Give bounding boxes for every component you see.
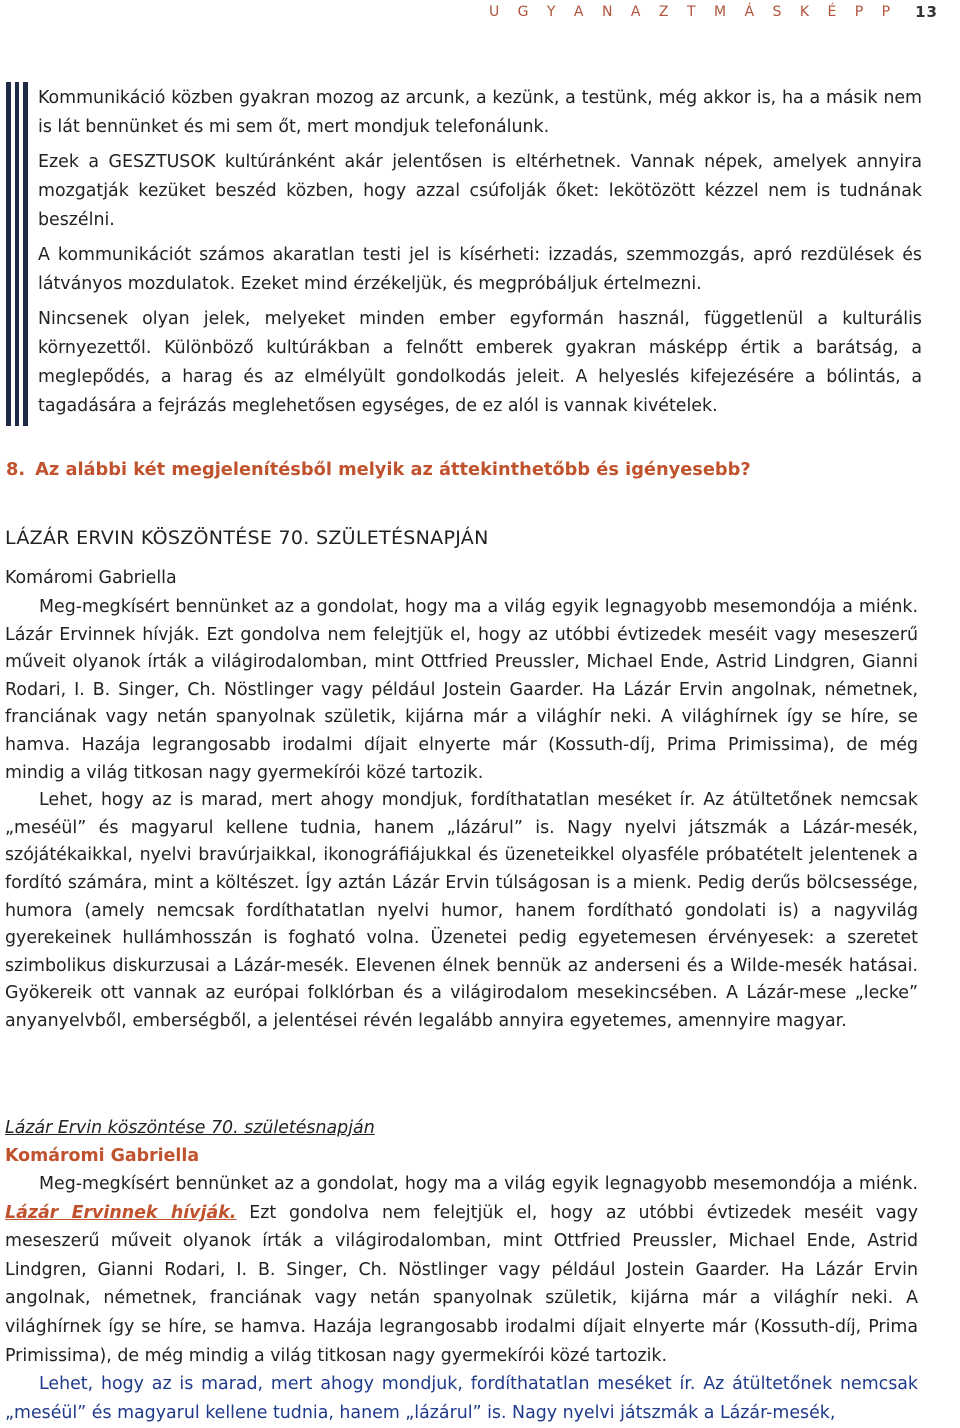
running-header [489, 0, 938, 24]
formatted-version [5, 1114, 918, 1427]
formatted-author: Komáromi Gabriella [5, 1146, 200, 1166]
question-text: Az alábbi két megjelenítésből melyik az áttekinthetőbb és igényesebb? [35, 459, 751, 480]
header-title: U G Y A N A Z T M Á S K É P P [488, 4, 898, 20]
plain-title: LÁZÁR ERVIN KÖSZÖNTÉSE 70. SZÜLETÉSNAPJÁN [5, 527, 489, 549]
plain-author: Komáromi Gabriella [5, 568, 177, 588]
highlighted-name: Lázár Ervinnek hívják. [5, 1202, 237, 1223]
side-bar [6, 82, 11, 426]
formatted-text: Ezt gondolva nem felejtjük el, hogy az utóbbi évtizedek meséit vagy meseszerű műveit olyanok írták a világirodalomban, mint Ottfried Preussler, Michael Ende, Astrid Lindgren, Gianni Rodari, I. B. Singer, Ch. Nöstlinger vagy például Jostein Gaarder. Ha Lázár Ervin angolnak, németnek, franciának vagy netán spanyolnak születik, kijárna már a világhír neki. A világhírnek így se híre, se hamva. Hazája legrangosabb irodalmi díjait elnyerte már (Kossuth-díj, Prima Primissima), de még mindig a világ titkosan nagy gyermekírói közé tartozik. [5, 1202, 919, 1366]
formatted-title: Lázár Ervin köszöntése 70. születésnapján [5, 1118, 375, 1138]
formatted-paragraph-blue: Lehet, hogy az is marad, mert ahogy mondjuk, fordíthatatlan meséket ír. Az átültetőnek nemcsak „meséül” és magyarul kellene tudnia, hanem „lázárul” is. Nagy nyelvi játszmák a Lázár-mesék, [5, 1374, 918, 1423]
plain-version [5, 524, 918, 1036]
plain-paragraph: Meg-megkísért bennünket az a gondolat, hogy ma a világ egyik legnagyobb mesemondója a miénk. Lázár Ervinnek hívják. Ezt gondolva nem felejtjük el, hogy az utóbbi évtizedek meséit vagy meseszerű műveit olyanok írták a világirodalomban, mint Ottfried Preussler, Michael Ende, Astrid Lindgren, Gianni Rodari, I. B. Singer, Ch. Nöstlinger vagy például Jostein Gaarder. Ha Lázár Ervin angolnak, németnek, franciának vagy netán spanyolnak születik, kijárna már a világhír neki. A világhírnek így se híre, se hamva. Hazája legrangosabb irodalmi díjait elnyerte már (Kossuth-díj, Prima Primissima), de még mindig a világ titkosan nagy gyermekírói közé tartozik. [5, 597, 918, 783]
question-number: 8. [6, 459, 26, 480]
side-bar [15, 82, 19, 426]
question-heading [6, 456, 936, 484]
boxed-section [38, 84, 922, 427]
boxed-paragraph: Kommunikáció közben gyakran mozog az arcunk, a kezünk, a testünk, még akkor is, ha a másik nem is lát bennünket és mi sem őt, mert mondjuk telefonálunk. [38, 88, 922, 137]
side-bar [23, 82, 28, 426]
formatted-paragraph [5, 1170, 918, 1370]
page-number: 13 [915, 3, 938, 21]
plain-paragraph: Lehet, hogy az is marad, mert ahogy mondjuk, fordíthatatlan meséket ír. Az átültetőnek nemcsak „meséül” és magyarul kellene tudnia, hanem „lázárul” is. Nagy nyelvi játszmák a Lázár-mesék, szójátékaikkal, nyelvi bravúrjaikkal, ikonográfiájukkal és üzeneteikkel olyasféle próbatételt jelentenek a fordító számára, mint a költészet. Így aztán Lázár Ervin túlságosan is a mienk. Pedig derűs bölcsessége, humora (amely nemcsak fordíthatatlan nyelvi humor, hanem fordítható gondolati is) a nagyvilág gyerekeinek hullámhosszán is fogható volna. Üzenetei pedig egyetemesen érvényesek: a szeretet szimbolikus diskurzusai a Lázár-mesék. Elevenen élnek bennük az anderseni és a Wilde-mesék hatásai. Gyökereik ott vannak az európai folklórban és a világirodalom mesekincsében. A Lázár-mese „lecke” anyanyelvből, emberségből, a jelentései révén legalább annyira egyetemes, amennyire magyar. [5, 790, 918, 1031]
boxed-paragraph: A kommunikációt számos akaratlan testi jel is kísérheti: izzadás, szemmozgás, apró rezdülések és látványos mozdulatok. Ezeket mind érzékeljük, és megpróbáljuk értelmezni. [38, 245, 922, 294]
decorative-side-bars [6, 82, 32, 426]
formatted-text: Meg-megkísért bennünket az a gondolat, hogy ma a világ egyik legnagyobb mesemondója a miénk. [39, 1174, 918, 1194]
boxed-paragraph: Nincsenek olyan jelek, melyeket minden ember egyformán használ, függetlenül a kulturális környezettől. Különböző kultúrákban a felnőtt emberek gyakran másképp értik a barátság, a meglepődés, a harag és az elmélyült gondolkodás jeleit. A helyeslés kifejezésére a bólintás, a tagadására a fejrázás meglehetősen egységes, de ez alól is vannak kivételek. [38, 309, 922, 416]
boxed-paragraph: Ezek a GESZTUSOK kultúránként akár jelentősen is eltérhetnek. Vannak népek, amelyek annyira mozgatják kezüket beszéd közben, hogy azzal csúfolják őket: lekötözött kézzel nem is tudnának beszélni. [38, 152, 922, 230]
